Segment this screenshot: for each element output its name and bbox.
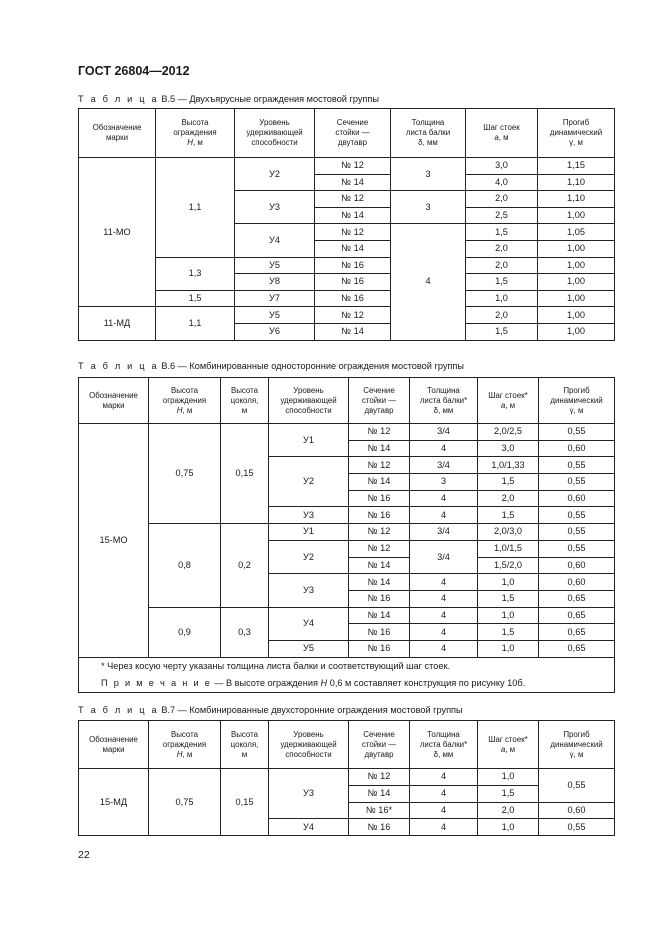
section-cell: № 12 (315, 191, 391, 208)
plinth-cell: 0,15 (221, 769, 269, 836)
header-cell: Обозначение марки (79, 109, 156, 158)
header-cell: Толщина листа балки* δ, мм (410, 378, 478, 424)
thickness-cell: 4 (410, 802, 478, 819)
height-cell: 0,75 (149, 424, 221, 524)
deflection-cell: 0,65 (539, 624, 615, 641)
level-cell: У2 (235, 158, 315, 191)
table-b6-caption: Т а б л и ц а В.6 — Комбинированные односторонние ограждения мостовой группы (78, 361, 464, 371)
thickness-cell: 4 (410, 574, 478, 591)
step-cell: 2,0 (466, 240, 538, 257)
step-cell: 1,5 (466, 224, 538, 241)
step-cell: 2,0 (466, 257, 538, 274)
step-cell: 1,5 (466, 323, 538, 340)
section-cell: № 14 (349, 574, 410, 591)
step-cell: 4,0 (466, 174, 538, 191)
level-cell: У2 (269, 457, 349, 507)
level-cell: У3 (235, 191, 315, 224)
page-number: 22 (78, 849, 90, 861)
deflection-cell: 1,05 (538, 224, 615, 241)
thickness-cell: 3 (410, 474, 478, 491)
deflection-cell: 0,55 (539, 819, 615, 836)
level-cell: У6 (235, 323, 315, 340)
thickness-cell: 3/4 (410, 424, 478, 441)
level-cell: У1 (269, 524, 349, 541)
deflection-cell: 0,65 (539, 607, 615, 624)
step-cell: 2,0 (466, 191, 538, 208)
thickness-cell: 3 (391, 191, 466, 224)
header-cell: Шаг стоек* а, м (478, 378, 539, 424)
step-cell: 1,0 (466, 290, 538, 307)
level-cell: У3 (269, 574, 349, 607)
step-cell: 1,0/1,33 (478, 457, 539, 474)
deflection-cell: 0,60 (539, 574, 615, 591)
step-cell: 3,0 (478, 440, 539, 457)
section-cell: № 16 (349, 624, 410, 641)
level-cell: У4 (269, 819, 349, 836)
height-cell: 0,8 (149, 524, 221, 607)
section-cell: № 12 (315, 158, 391, 175)
step-cell: 2,0/2,5 (478, 424, 539, 441)
deflection-cell: 1,00 (538, 323, 615, 340)
deflection-cell: 0,65 (539, 590, 615, 607)
level-cell: У3 (269, 507, 349, 524)
deflection-cell: 0,55 (539, 424, 615, 441)
header-cell: Сечение стойки — двутавр (349, 378, 410, 424)
deflection-cell: 1,10 (538, 191, 615, 208)
step-cell: 1,0/1,5 (478, 540, 539, 557)
header-cell: Уровень удерживающей способности (235, 109, 315, 158)
thickness-cell: 4 (410, 490, 478, 507)
deflection-cell: 1,00 (538, 307, 615, 324)
thickness-cell: 3 (391, 158, 466, 191)
deflection-cell: 0,60 (539, 802, 615, 819)
level-cell: У7 (235, 290, 315, 307)
thickness-cell: 4 (410, 769, 478, 786)
section-cell: № 16 (349, 507, 410, 524)
section-cell: № 14 (315, 323, 391, 340)
deflection-cell: 0,55 (539, 540, 615, 557)
header-cell: Шаг стоек* а, м (478, 721, 539, 769)
section-cell: № 14 (349, 557, 410, 574)
deflection-cell: 1,15 (538, 158, 615, 175)
section-cell: № 14 (349, 785, 410, 802)
header-cell: Высота ограждения Н, м (149, 721, 221, 769)
header-cell: Высота цоколя, м (221, 721, 269, 769)
level-cell: У5 (235, 307, 315, 324)
step-cell: 1,0 (478, 819, 539, 836)
header-cell: Сечение стойки — двутавр (349, 721, 410, 769)
section-cell: № 14 (349, 474, 410, 491)
level-cell: У5 (269, 640, 349, 657)
header-cell: Высота ограждения Н, м (156, 109, 235, 158)
section-cell: № 16 (315, 274, 391, 291)
height-cell: 0,75 (149, 769, 221, 836)
table-b7 (78, 720, 615, 836)
step-cell: 2,0 (478, 802, 539, 819)
deflection-cell: 0,55 (539, 474, 615, 491)
level-cell: У4 (269, 607, 349, 640)
deflection-cell: 0,60 (539, 440, 615, 457)
section-cell: № 14 (349, 607, 410, 624)
deflection-cell: 0,55 (539, 507, 615, 524)
step-cell: 1,5/2,0 (478, 557, 539, 574)
thickness-cell: 4 (410, 440, 478, 457)
level-cell: У1 (269, 424, 349, 457)
height-cell: 1,3 (156, 257, 235, 290)
section-cell: № 14 (315, 207, 391, 224)
level-cell: У2 (269, 540, 349, 573)
step-cell: 1,0 (478, 607, 539, 624)
section-cell: № 16 (315, 290, 391, 307)
level-cell: У4 (235, 224, 315, 257)
table-b6 (78, 377, 615, 693)
deflection-cell: 0,55 (539, 457, 615, 474)
header-cell: Уровень удерживающей способности (269, 378, 349, 424)
thickness-cell: 4 (410, 785, 478, 802)
section-cell: № 16 (349, 640, 410, 657)
header-cell: Сечение стойки — двутавр (315, 109, 391, 158)
section-cell: № 14 (315, 174, 391, 191)
deflection-cell: 0,60 (539, 557, 615, 574)
step-cell: 2,0/3,0 (478, 524, 539, 541)
step-cell: 1,0 (478, 769, 539, 786)
step-cell: 1,5 (478, 474, 539, 491)
document-title: ГОСТ 26804—2012 (78, 64, 190, 78)
table-b5-caption: Т а б л и ц а В.5 — Двухъярусные ограждения мостовой группы (78, 94, 379, 104)
plinth-cell: 0,3 (221, 607, 269, 657)
section-cell: № 12 (349, 769, 410, 786)
deflection-cell: 1,00 (538, 290, 615, 307)
deflection-cell: 0,55 (539, 769, 615, 803)
level-cell: У3 (269, 769, 349, 819)
deflection-cell: 1,00 (538, 257, 615, 274)
header-cell: Прогиб динамический γ, м (539, 378, 615, 424)
deflection-cell: 1,00 (538, 207, 615, 224)
section-cell: № 12 (349, 457, 410, 474)
plinth-cell: 0,15 (221, 424, 269, 524)
height-cell: 1,5 (156, 290, 235, 307)
header-cell: Прогиб динамический γ, м (539, 721, 615, 769)
deflection-cell: 1,00 (538, 240, 615, 257)
step-cell: 2,0 (466, 307, 538, 324)
section-cell: № 16 (349, 490, 410, 507)
section-cell: № 16 (349, 590, 410, 607)
section-cell: № 12 (349, 424, 410, 441)
thickness-cell: 3/4 (410, 524, 478, 541)
height-cell: 1,1 (156, 307, 235, 340)
deflection-cell: 1,00 (538, 274, 615, 291)
thickness-cell: 3/4 (410, 540, 478, 573)
height-cell: 1,1 (156, 158, 235, 258)
level-cell: У8 (235, 274, 315, 291)
table-note: П р и м е ч а н и е — В высоте ограждения H 0,6 м составляет конструкция по рисунку 10б. (79, 675, 615, 693)
section-cell: № 12 (349, 540, 410, 557)
mark-cell: 11-МД (79, 307, 156, 340)
header-cell: Шаг стоек а, м (466, 109, 538, 158)
mark-cell: 15-МД (79, 769, 149, 836)
thickness-cell: 3/4 (410, 457, 478, 474)
table-b7-caption: Т а б л и ц а В.7 — Комбинированные двухсторонние ограждения мостовой группы (78, 705, 463, 715)
section-cell: № 16 (315, 257, 391, 274)
thickness-cell: 4 (410, 819, 478, 836)
step-cell: 1,0 (478, 640, 539, 657)
section-cell: № 14 (315, 240, 391, 257)
step-cell: 1,0 (478, 574, 539, 591)
header-cell: Высота цоколя, м (221, 378, 269, 424)
header-cell: Обозначение марки (79, 378, 149, 424)
header-cell: Прогиб динамический γ, м (538, 109, 615, 158)
deflection-cell: 0,60 (539, 490, 615, 507)
step-cell: 1,5 (478, 624, 539, 641)
header-cell: Высота ограждения Н, м (149, 378, 221, 424)
level-cell: У5 (235, 257, 315, 274)
mark-cell: 11-МО (79, 158, 156, 307)
header-cell: Обозначение марки (79, 721, 149, 769)
header-cell: Толщина листа балки* δ, мм (410, 721, 478, 769)
section-cell: № 12 (315, 307, 391, 324)
deflection-cell: 1,10 (538, 174, 615, 191)
thickness-cell: 4 (410, 507, 478, 524)
table-footnote: * Через косую черту указаны толщина листа балки и соответствующий шаг стоек. (79, 657, 615, 675)
thickness-cell: 4 (410, 590, 478, 607)
deflection-cell: 0,55 (539, 524, 615, 541)
height-cell: 0,9 (149, 607, 221, 657)
section-cell: № 14 (349, 440, 410, 457)
thickness-cell: 4 (410, 624, 478, 641)
table-b5 (78, 108, 615, 341)
plinth-cell: 0,2 (221, 524, 269, 607)
step-cell: 3,0 (466, 158, 538, 175)
step-cell: 1,5 (466, 274, 538, 291)
header-cell: Уровень удерживающей способности (269, 721, 349, 769)
deflection-cell: 0,65 (539, 640, 615, 657)
step-cell: 2,5 (466, 207, 538, 224)
header-cell: Толщина листа балки δ, мм (391, 109, 466, 158)
step-cell: 1,5 (478, 785, 539, 802)
thickness-cell: 4 (410, 640, 478, 657)
mark-cell: 15-МО (79, 424, 149, 658)
section-cell: № 12 (349, 524, 410, 541)
step-cell: 1,5 (478, 507, 539, 524)
section-cell: № 16* (349, 802, 410, 819)
step-cell: 2,0 (478, 490, 539, 507)
section-cell: № 12 (315, 224, 391, 241)
step-cell: 1,5 (478, 590, 539, 607)
thickness-cell: 4 (410, 607, 478, 624)
section-cell: № 16 (349, 819, 410, 836)
thickness-cell: 4 (391, 224, 466, 340)
